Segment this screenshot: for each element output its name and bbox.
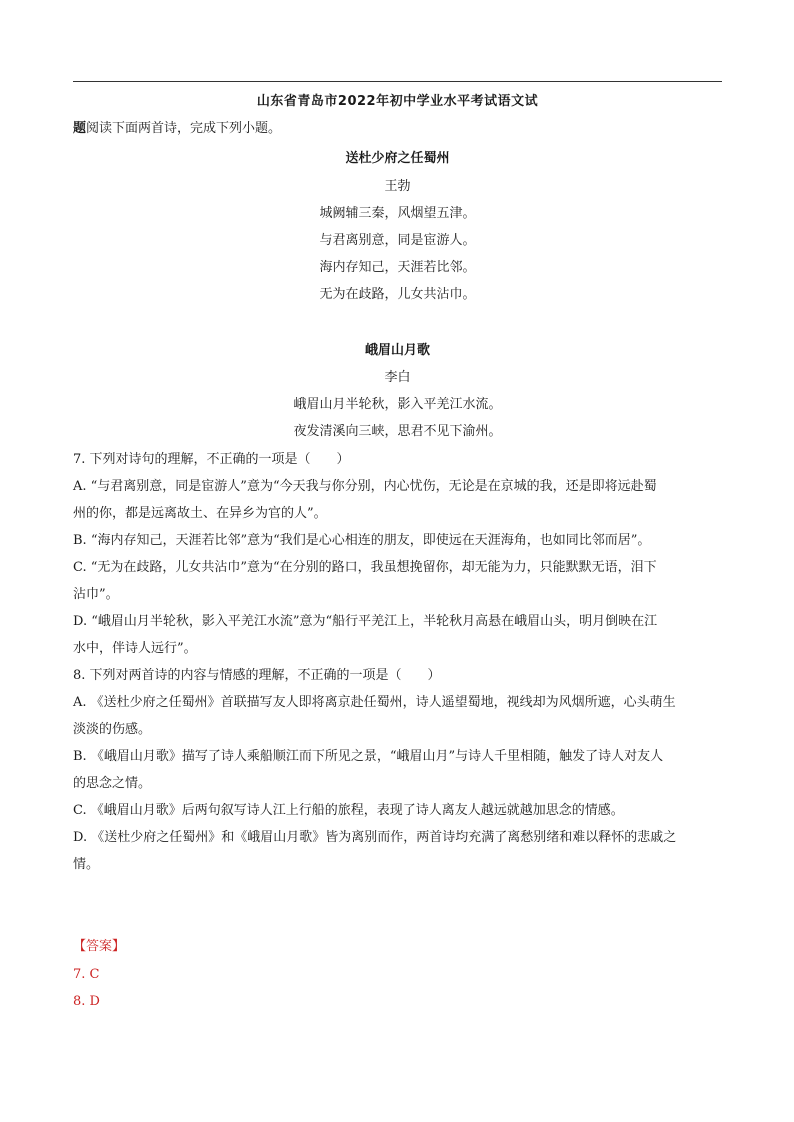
answer-label: 【答案】 [73, 939, 126, 954]
instruction-bold-char: 题 [73, 121, 87, 136]
q8-option-c: C. 《峨眉山月歌》后两句叙写诗人江上行船的旅程，表现了诗人离友人越远就越加思念的情感。 [73, 803, 624, 818]
q8-option-b-line2: 的思念之情。 [73, 776, 152, 791]
question-7 [73, 446, 722, 662]
poem2-line: 峨眉山月半轮秋，影入平羌江水流。 [293, 397, 502, 412]
q8-option-a-line1: A. 《送杜少府之任蜀州》首联描写友人即将离京赴任蜀州，诗人遥望蜀地，视线却为风烟所遮，心头萌生 [73, 695, 676, 710]
document-title: 山东省青岛市2022年初中学业水平考试语文试 [256, 94, 539, 109]
poem2-line: 夜发清溪向三峡，思君不见下渝州。 [293, 424, 502, 439]
poem2-title: 峨眉山月歌 [364, 343, 430, 358]
question-7-stem: 7. 下列对诗句的理解，不正确的一项是（ ） [73, 452, 350, 467]
answer-item: 7. C [73, 967, 100, 982]
answer-item: 8. D [73, 994, 100, 1009]
poem1-line: 城阙辅三秦，风烟望五津。 [319, 206, 476, 221]
header-rule [73, 81, 722, 82]
poem1-line: 海内存知己，天涯若比邻。 [319, 260, 476, 275]
poem1-title: 送杜少府之任蜀州 [345, 151, 450, 166]
q8-option-a-line2: 淡淡的伤感。 [73, 722, 152, 737]
q7-option-b: B. “海内存知己，天涯若比邻”意为“我们是心心相连的朋友，即使远在天涯海角，也如同比邻而居”。 [73, 533, 651, 548]
poem1-line: 无为在歧路，儿女共沾巾。 [319, 287, 476, 302]
q7-option-d-line1: D. “峨眉山月半轮秋，影入平羌江水流”意为“船行平羌江上，半轮秋月高悬在峨眉山头，明月倒映在江 [73, 614, 658, 629]
instruction-text [73, 120, 722, 138]
q7-option-c-line2: 沾巾”。 [73, 587, 119, 602]
q7-option-d-line2: 水中，伴诗人远行”。 [73, 641, 197, 656]
q7-option-a-line2: 州的你，都是远离故土、在异乡为官的人”。 [73, 506, 327, 521]
instruction-body: 阅读下面两首诗，完成下列小题。 [86, 121, 282, 136]
poem1-author: 王勃 [384, 179, 411, 194]
poem1-line: 与君离别意，同是宦游人。 [319, 233, 476, 248]
q7-option-c-line1: C. “无为在歧路，儿女共沾巾”意为“在分别的路口，我虽想挽留你，却无能为力，只能默默无语，泪下 [73, 560, 657, 575]
q8-option-d-line1: D. 《送杜少府之任蜀州》和《峨眉山月歌》皆为离别而作，两首诗均充满了离愁别绪和难以释怀的悲戚之 [73, 830, 677, 845]
q7-option-a-line1: A. “与君离别意，同是宦游人”意为“今天我与你分别，内心忧伤，无论是在京城的我，还是即将远赴蜀 [73, 479, 657, 494]
question-8-stem: 8. 下列对两首诗的内容与情感的理解，不正确的一项是（ ） [73, 668, 441, 683]
q8-option-b-line1: B. 《峨眉山月歌》描写了诗人乘船顺江而下所见之景，“峨眉山月”与诗人千里相随，触发了诗人对友人 [73, 749, 664, 764]
poem2-author: 李白 [384, 370, 411, 385]
q8-option-d-line2: 情。 [73, 857, 100, 872]
question-8 [73, 662, 722, 878]
